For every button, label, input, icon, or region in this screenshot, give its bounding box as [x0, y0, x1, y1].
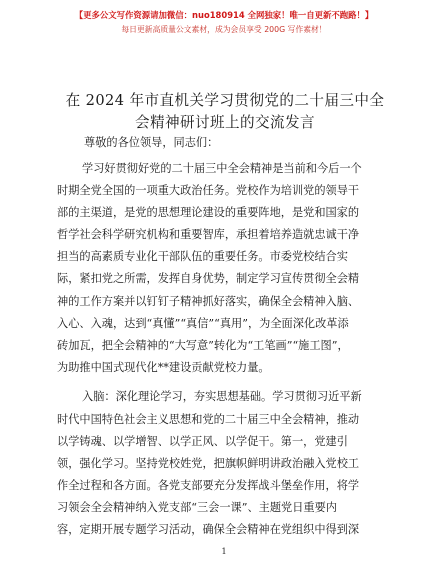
promo-banner-line-2: 每日更新高质量公文素材，成为会员享受 200G 写作素材！: [121, 25, 327, 34]
salutation: 尊敬的各位领导，同志们：: [84, 136, 219, 149]
body-line: 时代中国特色社会主义思想和党的二十届三中全会精神，推动: [57, 413, 360, 426]
body-line: 砖加瓦，把全会精神的“大写意”转化为“工笔画”“施工图”，: [57, 339, 349, 352]
body-line: 学习好贯彻好党的二十届三中全会精神是当前和今后一个: [82, 162, 362, 175]
page-number: 1: [221, 547, 227, 556]
body-line: 习领会全会精神纳入党支部“三会一课”、主题党日重要内: [57, 501, 337, 514]
title-line: 会精神研讨班上的交流发言: [135, 114, 315, 131]
body-line: 担当的高素质专业化干部队伍的重要任务。市委党校结合实: [57, 250, 348, 263]
body-line: 入脑：深化理论学习，夯实思想基础。学习贯彻习近平新: [82, 390, 362, 403]
body-line: 部的主渠道，是党的思想理论建设的重要阵地，是党和国家的: [57, 206, 360, 219]
body-line: 为助推中国式现代化**建设贡献党校力量。: [57, 361, 270, 374]
document-title: [60, 90, 390, 134]
body-line: 时期全党全国的一项重大政治任务。党校作为培训党的领导干: [57, 184, 360, 197]
body-line: 作全过程和各方面。各党支部要充分发挥战斗堡垒作用，将学: [57, 479, 360, 492]
body-line: 容，定期开展专题学习活动，确保全会精神在党组织中得到深: [57, 523, 360, 536]
promo-banner-line-1: 【更多公文写作资源请加微信：nuo180914 全网独家！唯一自更新不跑路！】: [74, 10, 374, 20]
body-line: 领，强化学习。坚持党校姓党，把旗帜鲜明讲政治融入党校工: [57, 457, 360, 470]
body-line: 神的工作方案并以钉钉子精神抓好落实，确保全会精神入脑、: [57, 295, 360, 308]
body-line: 以学铸魂、以学增智、以学正风、以学促干。第一，党建引: [57, 435, 348, 448]
body-line: 哲学社会科学研究机构和重要智库，承担着培养造就忠诚干净: [57, 228, 360, 241]
body-line: 际，紧扣党之所需，发挥自身优势，制定学习宣传贯彻全会精: [57, 272, 360, 285]
title-line: 在 2024 年市直机关学习贯彻党的二十届三中全: [65, 92, 385, 109]
body-line: 入心、入魂，达到“真懂”“真信”“真用”，为全面深化改革添: [57, 317, 349, 330]
